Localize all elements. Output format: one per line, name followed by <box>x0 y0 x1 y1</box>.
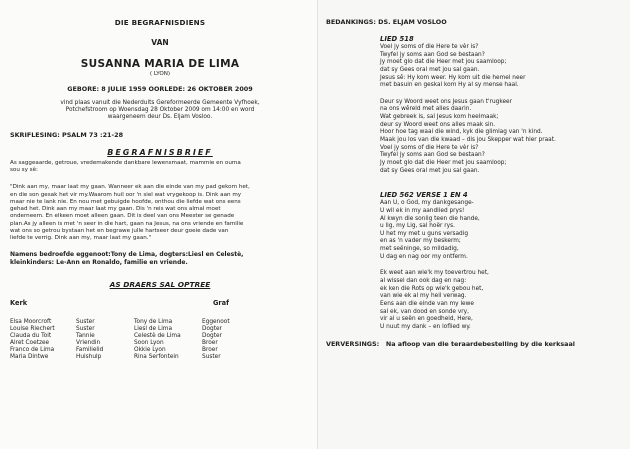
family-names <box>10 251 310 267</box>
heading-graf: Graf <box>213 298 229 307</box>
hymn-line: Jy moet glo dat die Heer met jou saamloop; <box>380 159 507 166</box>
hymn-line: Jy moet glo dat die Heer met jou saamloop; <box>380 59 507 66</box>
thanks-line <box>326 18 620 26</box>
pallbearer-row <box>10 354 252 361</box>
pallbearer-graf-rel: Dogter <box>202 332 222 339</box>
pallbearers-headings <box>10 299 310 311</box>
hymn-line: en as 'n vader my beskerm; <box>380 238 461 245</box>
deceased-name: SUSANNA MARIA DE LIMA <box>80 58 240 70</box>
pallbearer-graf-rel: Broer <box>202 340 218 347</box>
hymn-518 <box>380 35 620 175</box>
pallbearer-kerk-rel: Huishulp <box>76 354 102 361</box>
hymn-line: na ons wêreld met alles daarin. <box>380 106 472 113</box>
letter-intro <box>10 160 310 175</box>
family-line: Namens bedroefde eggenoot:Tony de Lima, dogters:Liesl en Celestè, <box>10 251 244 259</box>
hymn-562 <box>380 191 620 331</box>
quote-line: wat ons so getrou bystaan het en begrawe julle hartseer deur goeie dade van <box>10 227 229 234</box>
refreshments-text: Na afloop van die teraardebestelling by die kerksaal <box>385 339 575 348</box>
hymn-line: sal ek, van dood en sonde vry, <box>380 308 469 315</box>
pallbearer-row <box>10 326 252 333</box>
venue-line: Potchefstroom op Woensdag 28 Oktober 2009 om 14:00 en word <box>65 107 255 114</box>
pallbearer-kerk-name: Franco de Lima <box>10 347 55 354</box>
intro-line: sou sy sê: <box>10 166 38 173</box>
family-line: kleinkinders: Le-Ann en Ronaldo, familie en vriende. <box>10 259 188 267</box>
pallbearer-graf-name: Celestè de Lima <box>134 332 181 339</box>
pallbearer-graf-name: Tony de Lima <box>134 318 173 325</box>
quote-line: plan.As jy alleen is met 'n seer in die hart, gaan na Jesus, na ons vriende en familie <box>10 220 244 227</box>
hymn-line: Voel jy soms of die Here te vèr is? <box>380 44 479 50</box>
heading-kerk: Kerk <box>10 298 28 307</box>
pallbearer-graf-name: Soon Lyon <box>134 340 164 347</box>
hymn-line: Ek weet aan wie'k my toevertrou het, <box>380 270 489 277</box>
thanks-label: BEDANKINGS: <box>326 18 376 26</box>
hymn-line: van wie ek al my heil verwag. <box>380 293 467 300</box>
hymn-stanza <box>380 200 620 261</box>
pallbearer-graf-name: Okkie Lyon <box>134 347 166 354</box>
hymn-stanza <box>380 270 620 331</box>
pallbearer-graf-name: Rina Serfontein <box>134 354 179 361</box>
hymn-line: Al kwyn die sonlig teen die hande, <box>380 215 480 222</box>
hymn-body <box>380 200 620 331</box>
hymn-line: dat sy Gees oral met jou sal gaan. <box>380 167 480 174</box>
funeral-letter-title: BEGRAFNISBRIEF <box>107 147 213 157</box>
quote-line: liefde te verrig. Dink aan my, maar laat my gaan." <box>10 235 152 242</box>
letter-quote <box>10 184 310 242</box>
hymn-line: U het my met u guns versadig <box>380 230 469 237</box>
pallbearer-kerk-name: Clauda du Toit <box>10 332 52 339</box>
quote-line: gehad het. Dink aan my maar laat my gaan. Dis 'n reis wat ons almal moet <box>10 206 221 213</box>
scripture-reading: SKRIFLESING: PSALM 73 :21-28 <box>10 130 124 139</box>
pallbearer-row <box>10 319 252 326</box>
hymn-body <box>380 44 620 175</box>
hymn-line: Twyfel jy soms aan God se bestaan? <box>380 51 485 58</box>
hymn-line: met seëninge, so mildadig, <box>380 246 459 253</box>
quote-line: en die son gesak het vir my.Waarom huil oor 'n siel wat vrygekoop is. Dink aan my <box>10 191 242 198</box>
pallbearer-graf-rel: Dogter <box>202 325 222 332</box>
hymn-line: Voel jy soms of die Here te vèr is? <box>380 144 479 151</box>
hymn-line: Hoor hoe tag waai die wind, kyk die glimlag van 'n kind. <box>380 129 543 136</box>
quote-line: maar nie te lank nie. En nou met gebuigde hoofde, onthou die liefde wat ons eens <box>10 198 241 205</box>
pallbearer-graf-rel: Suster <box>202 354 221 361</box>
pallbearers-title: AS DRAERS SAL OPTREE <box>109 279 211 289</box>
hymn-title: LIED 562 VERSE 1 EN 4 <box>380 191 468 200</box>
hymn-line: Aan U, o God, my dankgesange- <box>380 200 474 207</box>
venue-paragraph <box>36 100 284 122</box>
pallbearer-row <box>10 347 252 354</box>
pallbearer-kerk-rel: Suster <box>76 325 95 332</box>
pallbearer-kerk-name: Alret Coetzee <box>10 340 50 347</box>
refreshments-label: VERVERSINGS: <box>326 339 380 348</box>
intro-line: As saggeaarde, getroue, vredemakende dankbare lewensmaat, mammie en ouma <box>10 159 241 166</box>
hymn-line: ek ken die Rots op wie'k gebou het, <box>380 285 484 292</box>
refreshments-line <box>326 340 620 348</box>
maiden-name: ( LYON) <box>149 71 171 77</box>
pallbearer-kerk-rel: Suster <box>76 318 95 325</box>
pallbearer-kerk-name: Maria Dintwe <box>10 354 49 361</box>
birth-death-dates: GEBORE: 8 JULIE 1959 OORLEDE: 26 OKTOBER 2009 <box>67 85 253 93</box>
thanks-by: DS. ELJAM VOSLOO <box>378 18 447 26</box>
van-label: VAN <box>151 38 169 47</box>
hymn-line: Wat gebreek is, sal Jesus kom heelmaak; <box>380 114 499 121</box>
pallbearer-kerk-name: Elsa Moorcroft <box>10 318 52 325</box>
pallbearers-table <box>10 319 252 362</box>
quote-line: "Dink aan my, maar laat my gaan. Wanneer ek aan die einde van my pad gekom het, <box>10 184 250 191</box>
quote-line: onderneem. En elkeen moet alleen gaan. Dit is deel van ons Meester se genade <box>10 213 235 220</box>
hymn-title: LIED 518 <box>380 35 414 43</box>
service-header: DIE BEGRAFNISDIENS <box>114 18 206 27</box>
hymn-line: deur sy Woord weet ons alles maak sin. <box>380 121 496 128</box>
hymn-line: Deur sy Woord weet ons Jesus gaan t'rugkeer <box>380 98 512 105</box>
hymn-line: Maak jou los van die kwaad – dis jou Skepper wat hier praat. <box>380 137 556 144</box>
hymn-line: dat sy Gees oral met jou sal gaan. <box>380 66 480 73</box>
hymn-line: U wil ek in my aandlied prys! <box>380 207 465 214</box>
hymn-stanza <box>380 44 620 90</box>
hymn-line: Eens aan die einde van my lewe <box>380 300 474 307</box>
hymn-stanza <box>380 99 620 175</box>
hymn-line: Jesus sê: Hy kom weer. Hy kom uit die hemel neer <box>380 74 526 81</box>
pallbearer-row <box>10 340 252 347</box>
hymn-line: U nuut my dank – en loflied wy. <box>380 323 471 330</box>
hymn-line: U dag en nag oor my ontferm. <box>380 253 468 260</box>
hymn-line: al wissel dan ook dag en nag: <box>380 278 467 285</box>
pallbearer-kerk-rel: Tannie <box>76 332 95 339</box>
pallbearer-kerk-rel: Vriendin <box>76 340 101 347</box>
pallbearer-graf-name: Liesl de Lima <box>134 325 173 332</box>
pallbearer-kerk-rel: Familielid <box>76 347 104 354</box>
hymn-line: vir al u seën en goedheid, Here, <box>380 316 473 323</box>
hymn-line: Twyfel jy soms aan God se bestaan? <box>380 152 485 159</box>
hymn-line: met basuin en geskal kom Hy al sy mense haal. <box>380 82 519 89</box>
venue-line: vind plaas vanuit die Nederduits Gereformeerde Gemeente Vyfhoek, <box>60 100 260 106</box>
pallbearer-graf-rel: Broer <box>202 347 218 354</box>
right-page <box>318 0 630 449</box>
venue-line: waargeneem deur Ds. Eljam Vosloo. <box>107 114 213 121</box>
pallbearer-kerk-name: Louise Riechert <box>10 325 55 332</box>
pallbearer-row <box>10 333 252 340</box>
pallbearer-graf-rel: Eggenoot <box>202 318 230 325</box>
hymn-line: u lig, my Lig, sal hoër rys. <box>380 223 455 230</box>
